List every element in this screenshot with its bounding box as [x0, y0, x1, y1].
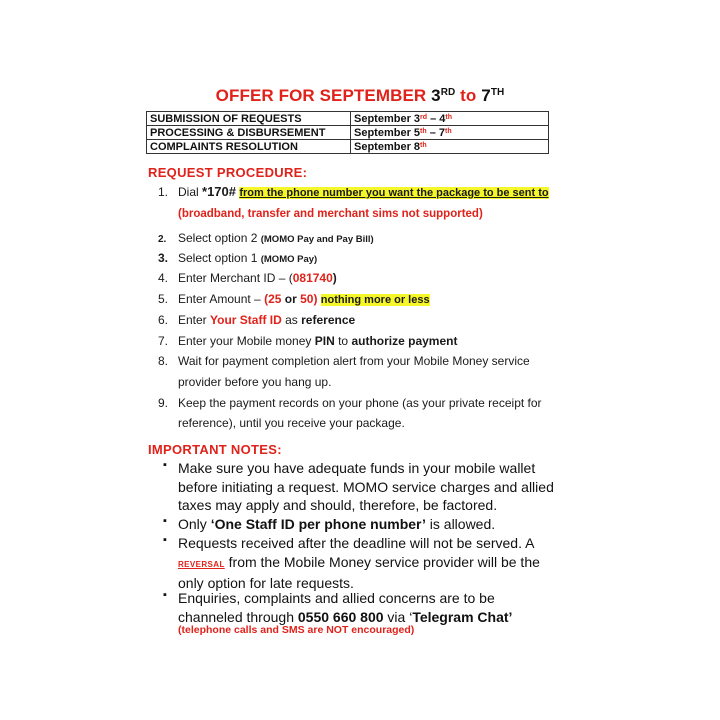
bullet-icon: ▪	[163, 515, 167, 527]
table-row: SUBMISSION OF REQUESTS September 3rd – 4th	[147, 112, 549, 126]
reversal-label: REVERSAL	[178, 559, 225, 569]
list-item: 1. Dial *170# from the phone number you want the package to be sent to	[158, 184, 549, 199]
list-item: 2. Select option 2 (MOMO Pay and Pay Bill)	[158, 231, 374, 245]
offer-title: OFFER FOR SEPTEMBER 3RD to 7TH	[215, 86, 505, 105]
request-procedure-heading: REQUEST PROCEDURE:	[148, 165, 308, 180]
list-item: 6. Enter Your Staff ID as reference	[158, 313, 356, 327]
list-item: 4. Enter Merchant ID – (081740)	[158, 271, 337, 285]
table-row: COMPLAINTS RESOLUTION September 8th	[147, 140, 549, 154]
bullet-icon: ▪	[163, 534, 167, 546]
bullet-icon: ▪	[163, 459, 167, 471]
list-item: 5. Enter Amount – (25 or 50) nothing more or less	[158, 292, 430, 306]
bullet-icon: ▪	[163, 589, 167, 601]
list-item-cont: provider before you hang up.	[178, 375, 332, 389]
notes-footer: (telephone calls and SMS are NOT encouraged)	[178, 624, 415, 636]
list-item: 7. Enter your Mobile money PIN to authorize payment	[158, 334, 458, 348]
table-row: PROCESSING & DISBURSEMENT September 5th – 7th	[147, 126, 549, 140]
list-item: 8. Wait for payment completion alert from your Mobile Money service	[158, 354, 530, 368]
list-item: 9. Keep the payment records on your phone (as your private receipt for	[158, 396, 542, 410]
schedule-table	[146, 111, 549, 154]
important-notes-heading: IMPORTANT NOTES:	[148, 442, 282, 457]
list-item-cont: reference), until you receive your package.	[178, 416, 405, 430]
list-item-note: (broadband, transfer and merchant sims not supported)	[178, 208, 483, 220]
list-item: 3. Select option 1 (MOMO Pay)	[158, 251, 318, 265]
